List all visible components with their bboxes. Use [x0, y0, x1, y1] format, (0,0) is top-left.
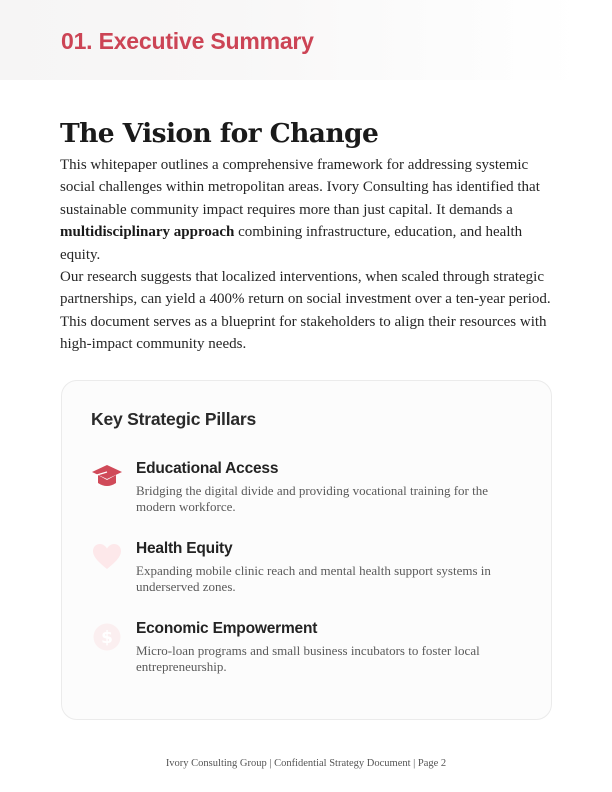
pillar-description: Micro-loan programs and small business incubators to foster local entrepreneurship. — [136, 643, 480, 674]
page-heading: The Vision for Change — [60, 118, 379, 149]
research-paragraph: Our research suggests that localized interventions, when scaled through strategic partnerships, can yield a 400% return on social investment over a ten-year period. This document serves as a blueprint for stakeholders to align their resources with high-impact community needs. — [60, 269, 551, 353]
dollar-circle-icon — [91, 622, 123, 652]
intro-paragraph — [60, 154, 560, 266]
svg-text:$: $ — [101, 628, 113, 648]
card-title: Key Strategic Pillars — [91, 409, 257, 429]
section-title: 01. Executive Summary — [61, 28, 314, 54]
graduation-cap-icon — [91, 462, 123, 492]
pillar-health-equity — [91, 540, 531, 604]
heart-icon — [91, 542, 123, 572]
intro-text: This whitepaper outlines a comprehensive framework for addressing systemic social challenges within metropolitan areas. Ivory Consulting has identified that sustainable community impact requires more than just capital. It demands a — [60, 157, 540, 218]
strategic-pillars-card — [61, 380, 552, 720]
body-text — [60, 154, 560, 356]
pillar-title: Health Equity — [136, 540, 233, 557]
pillar-educational-access — [91, 460, 531, 524]
page-footer: Ivory Consulting Group | Confidential Strategy Document | Page 2 — [165, 758, 447, 769]
emphasis-text: multidisciplinary approach — [60, 224, 235, 241]
intro-text-end: combining infrastructure, education, and health equity. — [60, 224, 523, 263]
pillar-title: Educational Access — [136, 460, 279, 477]
pillar-description: Bridging the digital divide and providing vocational training for the modern workforce. — [136, 483, 489, 514]
pillar-economic-empowerment — [91, 620, 531, 684]
pillar-title: Economic Empowerment — [136, 620, 318, 637]
pillar-description: Expanding mobile clinic reach and mental health support systems in underserved zones. — [136, 563, 491, 594]
